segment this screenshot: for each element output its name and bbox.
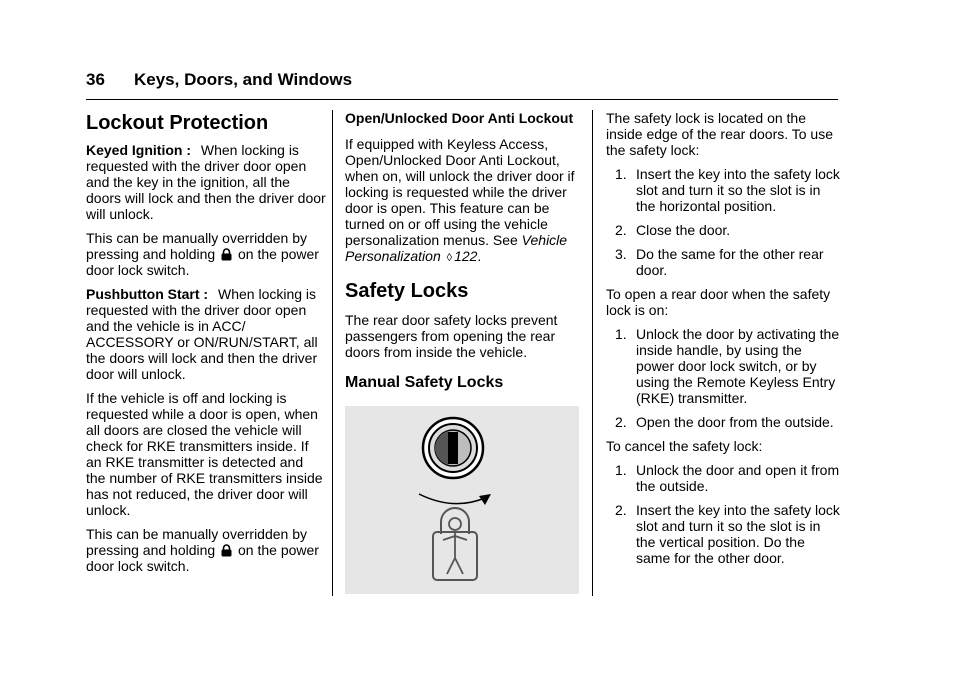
safety-locks-title: Safety Locks bbox=[345, 280, 469, 302]
safety-lock-drawing bbox=[345, 406, 579, 594]
pushbutton-paragraph bbox=[86, 286, 326, 382]
step-text: Unlock the door by activating the inside handle, by using the power door lock switch, or by using the Remote Keyless Entry (RKE) transmitter. bbox=[636, 326, 840, 406]
manual-safety-locks-title: Manual Safety Locks bbox=[345, 374, 504, 391]
override-text-1b: on the power door lock switch. bbox=[86, 246, 319, 278]
list-item bbox=[606, 222, 840, 238]
list-item bbox=[606, 462, 840, 494]
column-2 bbox=[345, 110, 580, 594]
anti-lockout-period: . bbox=[477, 248, 482, 264]
list-item bbox=[606, 246, 840, 278]
page-ref-number[interactable]: 122 bbox=[454, 248, 478, 264]
keyed-ignition-text: When locking is requested with the driver door open and the key in the ignition, all the doors will lock and then the driver door will unlock. bbox=[86, 142, 326, 222]
step-number: 1. bbox=[615, 326, 627, 342]
safety-locks-text: The rear door safety locks prevent passengers from opening the rear doors from inside the vehicle. bbox=[345, 312, 558, 360]
vehicle-personalization-link[interactable]: Vehicle Personalization bbox=[345, 232, 568, 264]
anti-lockout-heading: Open/Unlocked Door Anti Lockout bbox=[345, 110, 574, 126]
anti-lockout-text: If equipped with Keyless Access, Open/Unlocked Door Anti Lockout, when on, will unlock the driver door if locking is requested while the driver door is open. This feature can be turned on or off using the vehicle personalization menus. See bbox=[345, 136, 575, 248]
page-ref-icon: ◊ bbox=[446, 252, 453, 264]
step-text: Insert the key into the safety lock slot and turn it so the slot is in the vertical position. Do the same for the other door. bbox=[636, 502, 840, 566]
page-header bbox=[86, 70, 838, 102]
open-steps-list bbox=[606, 326, 840, 430]
step-number: 2. bbox=[615, 222, 627, 238]
page-number: 36 bbox=[86, 70, 105, 89]
column-3 bbox=[606, 110, 840, 574]
column-divider-1 bbox=[332, 110, 333, 596]
step-number: 1. bbox=[615, 166, 627, 182]
pushbutton-label: Pushbutton Start : bbox=[86, 286, 209, 302]
override-paragraph-1 bbox=[86, 230, 326, 278]
rke-paragraph: If the vehicle is off and locking is requested while a door is open, when all doors are closed the vehicle will check for RKE transmitters inside. If an RKE transmitter is detected and the number of RKE transmitters inside has not reduced, the driver door will unlock. bbox=[86, 390, 323, 518]
pushbutton-text: When locking is requested with the driver door open and the vehicle is in ACC/ ACCESSORY or ON/RUN/START, all the doors will lock and then the driver door will unlock. bbox=[86, 286, 318, 382]
header-rule bbox=[86, 99, 838, 100]
list-item bbox=[606, 166, 840, 214]
column-1 bbox=[86, 110, 326, 582]
step-text: Close the door. bbox=[636, 222, 731, 238]
step-text: Unlock the door and open it from the outside. bbox=[636, 462, 840, 494]
column-divider-2 bbox=[592, 110, 593, 596]
list-item bbox=[606, 326, 840, 406]
lock-icon bbox=[221, 544, 232, 557]
list-item bbox=[606, 414, 840, 430]
step-number: 3. bbox=[615, 246, 627, 262]
step-number: 1. bbox=[615, 462, 627, 478]
cancel-intro: To cancel the safety lock: bbox=[606, 438, 763, 454]
safety-lock-intro: The safety lock is located on the inside edge of the rear doors. To use the safety lock: bbox=[606, 110, 834, 158]
step-text: Open the door from the outside. bbox=[636, 414, 834, 430]
step-text: Insert the key into the safety lock slot and turn it so the slot is in the horizontal position. bbox=[636, 166, 840, 214]
anti-lockout-paragraph bbox=[345, 136, 580, 266]
override-text-2a: This can be manually overridden by pressing and holding bbox=[86, 526, 308, 558]
step-number: 2. bbox=[615, 414, 627, 430]
override-text-1a: This can be manually overridden by pressing and holding bbox=[86, 230, 308, 262]
lock-icon bbox=[221, 248, 232, 261]
step-text: Do the same for the other rear door. bbox=[636, 246, 824, 278]
use-steps-list bbox=[606, 166, 840, 278]
keyed-ignition-paragraph bbox=[86, 142, 326, 222]
keyed-ignition-label: Keyed Ignition : bbox=[86, 142, 191, 158]
override-paragraph-2 bbox=[86, 526, 326, 574]
safety-lock-illustration bbox=[345, 406, 579, 594]
section-title: Keys, Doors, and Windows bbox=[134, 70, 353, 89]
list-item bbox=[606, 502, 840, 566]
override-text-2b: on the power door lock switch. bbox=[86, 542, 319, 574]
lockout-protection-title: Lockout Protection bbox=[86, 112, 269, 134]
open-door-intro: To open a rear door when the safety lock is on: bbox=[606, 286, 831, 318]
cancel-steps-list bbox=[606, 462, 840, 566]
step-number: 2. bbox=[615, 502, 627, 518]
